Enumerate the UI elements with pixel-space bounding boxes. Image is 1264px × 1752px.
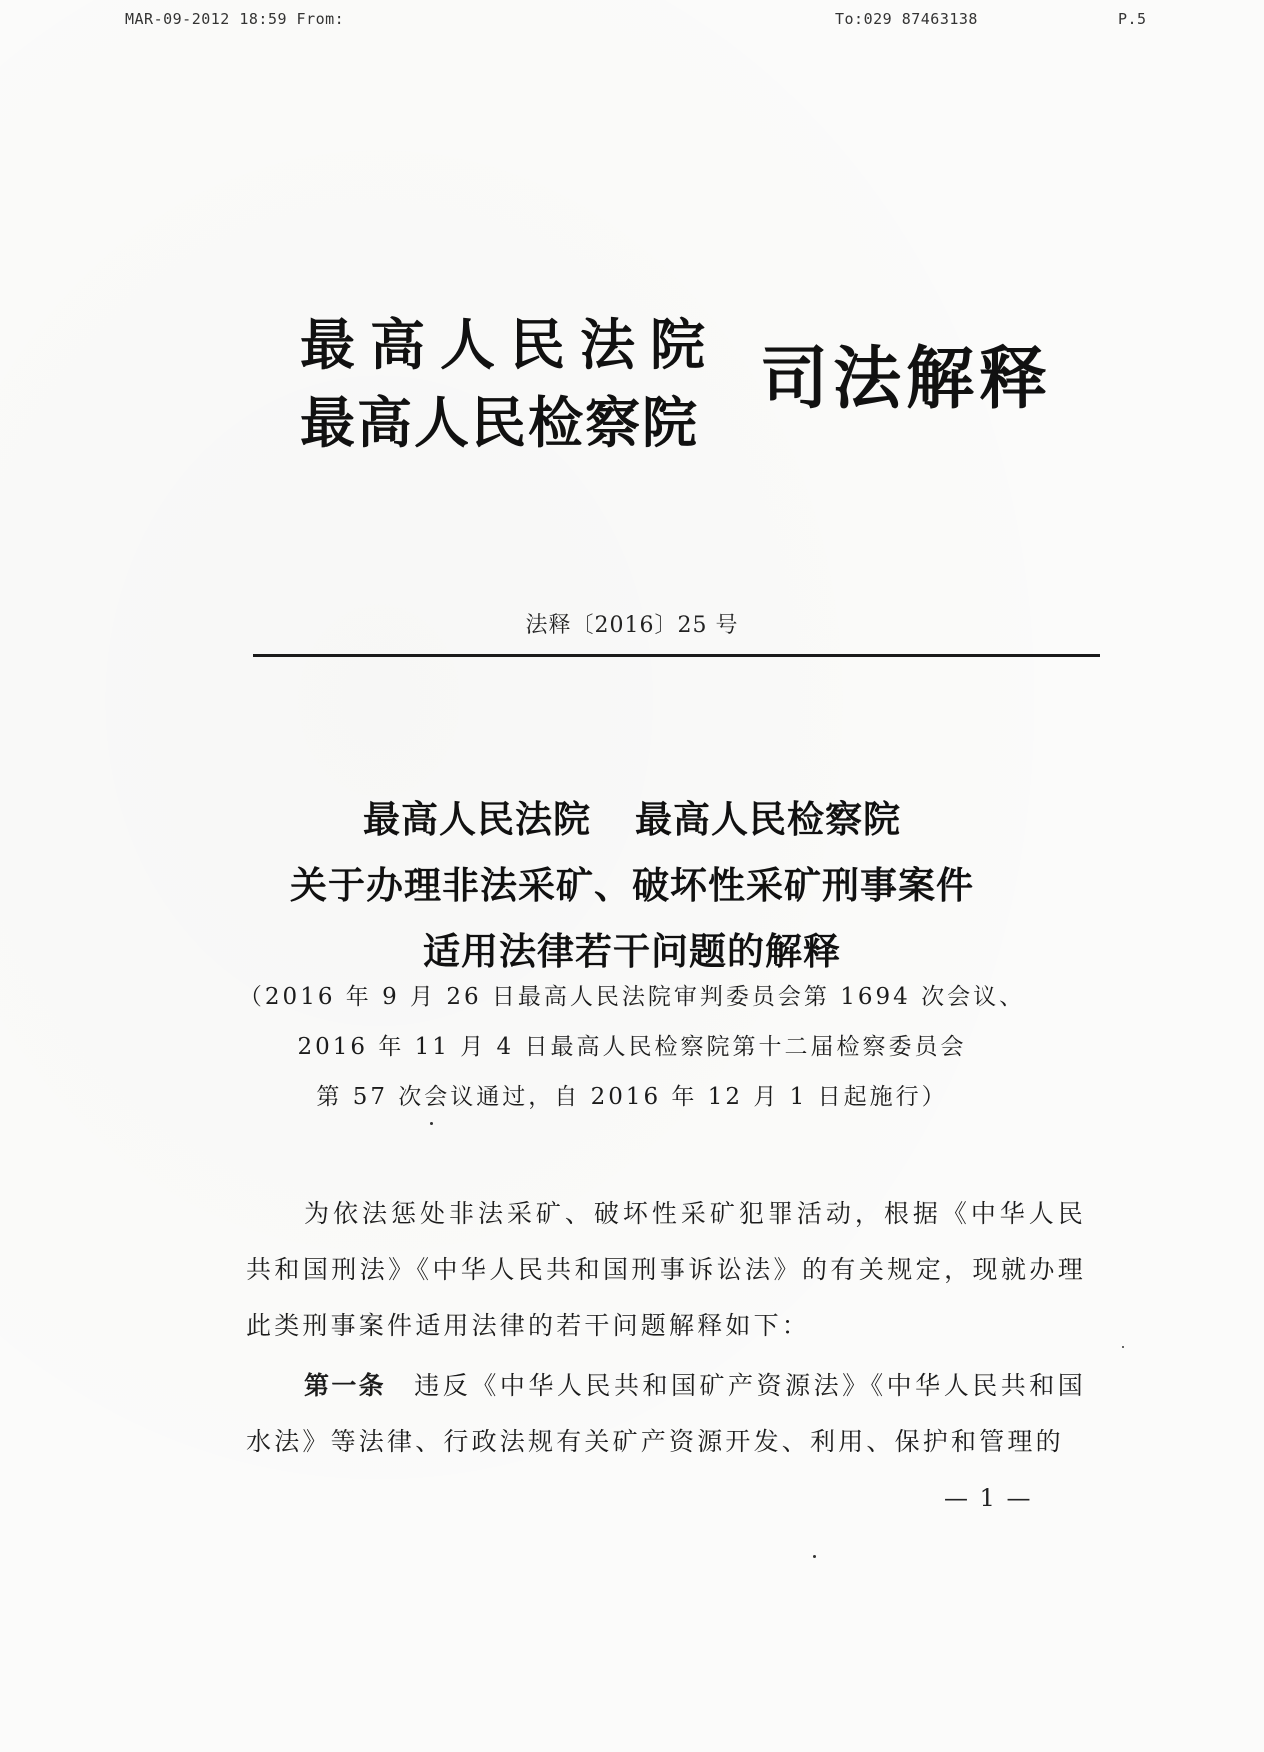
title-issuer-court: 最高人民法院 (363, 797, 591, 841)
adoption-line-1: （2016 年 9 月 26 日最高人民法院审判委员会第 1694 次会议、 (238, 984, 1026, 1010)
preamble-paragraph: 为依法惩处非法采矿、破坏性采矿犯罪活动，根据《中华人民共和国刑法》《中华人民共和国刑事诉讼法》的有关规定，现就办理此类刑事案件适用法律的若干问题解释如下： (246, 1199, 1086, 1340)
document-number: 法释〔2016〕25 号 (525, 613, 739, 638)
header-divider (253, 654, 1100, 657)
page-number: — 1 — (944, 1484, 1033, 1512)
fax-sent-stamp: MAR-09-2012 18:59 From: (125, 10, 345, 28)
title-issuer-procuratorate: 最高人民检察院 (635, 797, 901, 841)
masthead (300, 313, 1080, 458)
scan-speck (813, 1555, 816, 1558)
title-line-subject: 关于办理非法采矿、破坏性采矿刑事案件 (290, 863, 974, 907)
adoption-line-2: 2016 年 11 月 4 日最高人民检察院第十二届检察委员会 (297, 1034, 967, 1060)
title-line-issuers (0, 786, 1264, 852)
fax-recipient-number: To:029 87463138 (835, 10, 978, 28)
article-1-label: 第一条 (304, 1371, 386, 1400)
adoption-note (0, 972, 1264, 1122)
masthead-issuer-procuratorate: 最高人民检察院 (300, 391, 700, 455)
scan-speck (430, 1122, 433, 1125)
article-1-text: 违反《中华人民共和国矿产资源法》《中华人民共和国水法》等法律、行政法规有关矿产资源开发、利用、保护和管理的 (246, 1371, 1086, 1456)
adoption-line-3: 第 57 次会议通过，自 2016 年 12 月 1 日起施行） (316, 1084, 948, 1110)
document-title (0, 786, 1264, 984)
title-line-scope: 适用法律若干问题的解释 (423, 929, 841, 973)
document-body (246, 1186, 1086, 1470)
masthead-issuer-court: 最高人民法院 (300, 313, 721, 377)
fax-page-number: P.5 (1118, 10, 1147, 28)
scan-speck (1122, 1346, 1124, 1348)
fax-header (0, 10, 1264, 34)
masthead-document-type: 司法解释 (760, 340, 1053, 419)
article-1-paragraph (246, 1358, 1086, 1470)
